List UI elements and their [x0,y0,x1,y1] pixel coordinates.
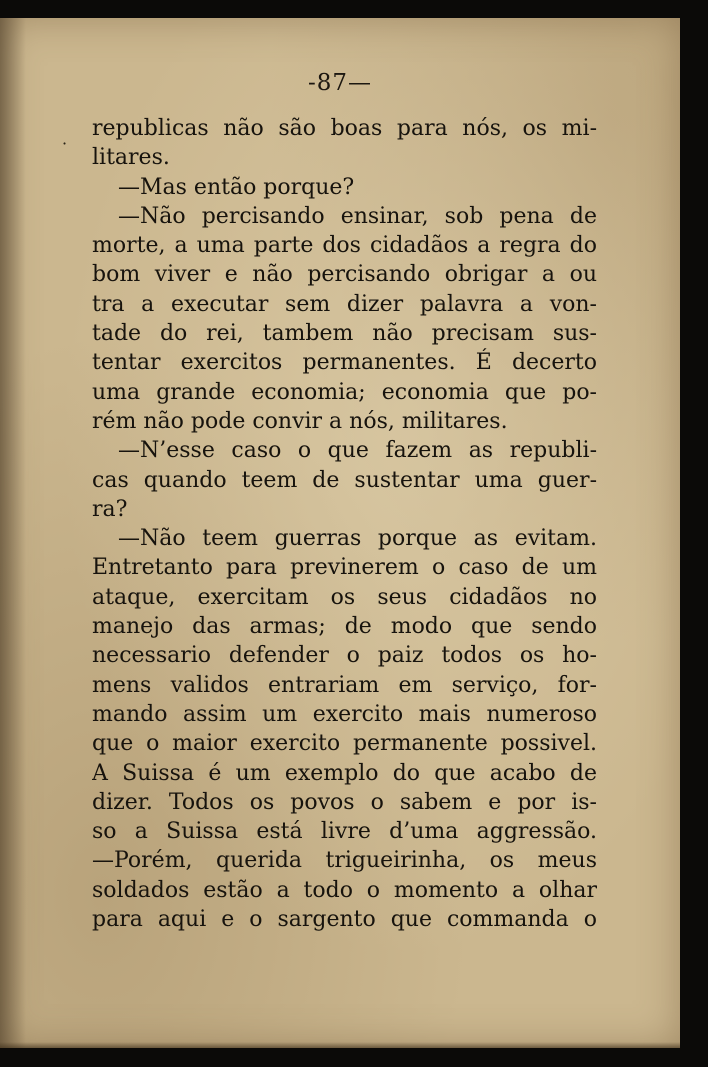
margin-mark: · [62,134,68,153]
text-line: tentar exercitos permanentes. É decerto [92,350,597,376]
page-number: -87— [307,70,373,96]
text-line: manejo das armas; de modo que sendo [92,614,597,640]
text-line: tade do rei, tambem não precisam sus- [92,321,597,347]
text-line: —N’esse caso o que fazem as republi- [118,438,597,464]
text-line: que o maior exercito permanente possivel. [92,731,597,757]
text-line: dizer. Todos os povos o sabem e por is- [92,789,597,815]
text-line: ra? [92,496,128,522]
text-line: rém não pode convir a nós, militares. [92,408,508,434]
text-line: litares. [92,145,170,171]
text-line: cas quando teem de sustentar uma guer- [92,467,597,493]
text-line: Entretanto para previnerem o caso de um [92,555,597,581]
text-line: tra a executar sem dizer palavra a von- [92,291,597,317]
page-bottom-edge [0,1042,680,1048]
text-line: bom viver e não percisando obrigar a ou [92,262,597,288]
text-line: A Suissa é um exemplo do que acabo de [92,760,597,786]
body-text [92,114,597,974]
text-line: para aqui e o sargento que commanda o [92,907,597,933]
text-line: ataque, exercitam os seus cidadãos no [92,584,597,610]
text-line: —Mas então porque? [118,174,355,200]
text-line: necessario defender o paiz todos os ho- [92,643,597,669]
text-line: mando assim um exercito mais numeroso [92,701,597,727]
text-line: morte, a uma parte dos cidadãos a regra do [92,233,597,259]
text-line: so a Suissa está livre d’uma aggressão. [92,819,597,845]
text-line: —Não teem guerras porque as evitam. [118,526,597,552]
text-line: —Porém, querida trigueirinha, os meus [92,848,597,874]
spine-shadow [0,18,26,1048]
text-line: mens validos entrariam em serviço, for- [92,672,597,698]
text-line: soldados estão a todo o momento a olhar [92,877,597,903]
text-line: —Não percisando ensinar, sob pena de [118,203,597,229]
text-line: republicas não são boas para nós, os mi- [92,116,597,141]
text-line: uma grande economia; economia que po- [92,379,597,405]
